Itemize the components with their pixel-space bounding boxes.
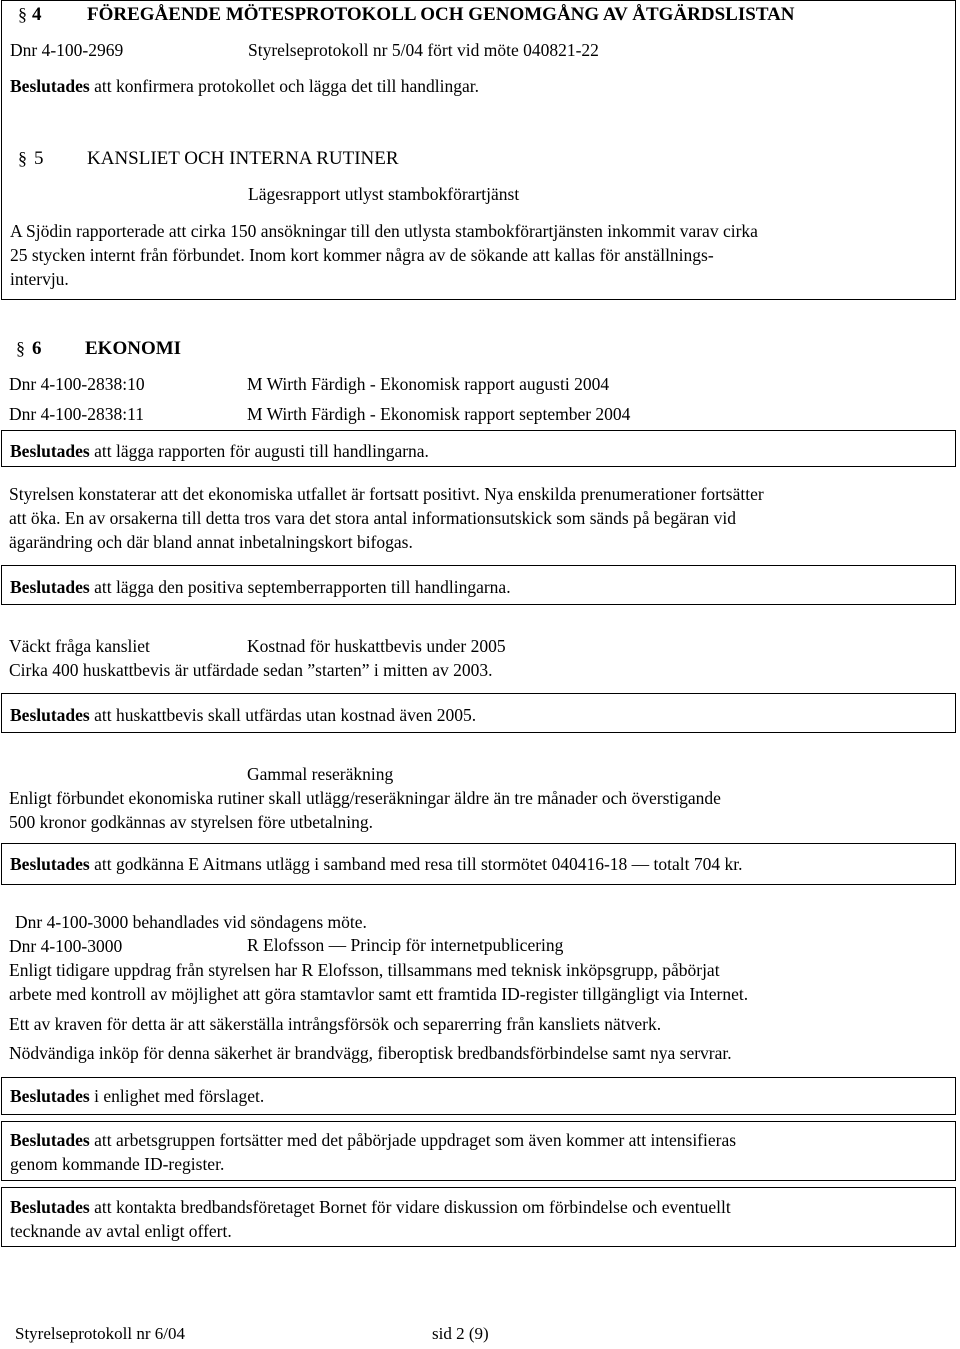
decision-1-text: Beslutades att lägga rapporten för augusti till handlingarna. [10, 441, 429, 461]
enligt-para-line-2: arbete med kontroll av möjlighet att göra stamtavlor samt ett framtida ID-register tillgängligt via Internet. [9, 984, 749, 1004]
decision-6-line-1: Beslutades att arbetsgruppen fortsätter med det påbörjade uppdraget som även kommer att intensifieras [10, 1130, 737, 1150]
ett-para: Ett av kraven för detta är att säkerställa intrångsförsök och separerring från kansliets nätverk. [9, 1014, 662, 1034]
section-6-number: 6 [32, 338, 42, 359]
styrelsen-para-line-2: att öka. En av orsakerna till detta tros vara det stora antal informationsutskick som sänds på begäran vid [9, 508, 737, 528]
enligt-para-line-1: Enligt tidigare uppdrag från styrelsen har R Elofsson, tillsammans med teknisk inköpsgrupp, påbörjat [9, 960, 720, 980]
styrelsen-para-line-3: ägarändring och där bland annat inbetalningskort bifogas. [9, 532, 413, 552]
section-5-number: 5 [34, 148, 44, 169]
decision-7-line-1: Beslutades att kontakta bredbandsföretaget Bornet för vidare diskussion om förbindelse och eventuellt [10, 1197, 731, 1217]
decision-box-4 [1, 843, 956, 885]
section-4-box [1, 0, 956, 104]
decision-box-3 [1, 693, 956, 733]
gammal-para-line-1: Enligt förbundet ekonomiska rutiner skall utlägg/reseräkningar äldre än tre månader och överstigande [9, 788, 721, 808]
decision-2-text: Beslutades att lägga den positiva septemberrapporten till handlingarna. [10, 577, 511, 597]
dnr-row-1-number: Dnr 4-100-2838:10 [9, 374, 145, 394]
footer-protocol: Styrelseprotokoll nr 6/04 [15, 1324, 185, 1343]
nodvandiga-para: Nödvändiga inköp för denna säkerhet är brandvägg, fiberoptisk bredbandsförbindelse samt nya servrar. [9, 1043, 732, 1063]
section-4-dnr: Dnr 4-100-2969 [10, 40, 124, 60]
vackt-desc: Kostnad för huskattbevis under 2005 [247, 636, 506, 656]
decision-3-text: Beslutades att huskattbevis skall utfärdas utan kostnad även 2005. [10, 705, 477, 725]
gammal-title: Gammal reseräkning [247, 764, 394, 784]
dnr3000-number: Dnr 4-100-3000 [9, 936, 123, 956]
decision-5-text: Beslutades i enlighet med förslaget. [10, 1086, 265, 1106]
styrelsen-para-line-1: Styrelsen konstaterar att det ekonomiska utfallet är fortsatt positivt. Nya enskilda prenumerationer fortsätter [9, 484, 764, 504]
decision-7-line-2: tecknande av avtal enligt offert. [10, 1221, 232, 1241]
section-6-symbol: § [16, 338, 25, 358]
section-4-symbol: § [18, 4, 27, 24]
section-5-box [1, 103, 956, 300]
decision-box-2 [1, 565, 956, 605]
section-4-number: 4 [32, 4, 42, 25]
section-5-subtitle: Lägesrapport utlyst stambokförartjänst [248, 184, 520, 204]
section-5-para-line-1: A Sjödin rapporterade att cirka 150 ansökningar till den utlysta stambokförartjänsten inkommit varav cirka [10, 221, 758, 241]
dnr3000-note: Dnr 4-100-3000 behandlades vid söndagens möte. [15, 912, 367, 932]
dnr-row-1-desc: M Wirth Färdigh - Ekonomisk rapport augusti 2004 [247, 374, 610, 394]
section-4-decision: Beslutades att konfirmera protokollet och lägga det till handlingar. [10, 76, 479, 96]
decision-6-line-2: genom kommande ID-register. [10, 1154, 225, 1174]
footer-page-number: sid 2 (9) [432, 1324, 489, 1343]
section-5-para-line-2: 25 stycken internt från förbundet. Inom kort kommer några av de sökande att kallas för anställnings- [10, 245, 714, 265]
decision-box-7 [1, 1187, 956, 1247]
section-5-symbol: § [18, 148, 27, 168]
section-4-desc: Styrelseprotokoll nr 5/04 fört vid möte 040821-22 [248, 40, 599, 60]
dnr-row-2-desc: M Wirth Färdigh - Ekonomisk rapport september 2004 [247, 404, 631, 424]
dnr-row-2-number: Dnr 4-100-2838:11 [9, 404, 144, 424]
vackt-label: Väckt fråga kansliet [9, 636, 150, 656]
section-5-title: KANSLIET OCH INTERNA RUTINER [87, 148, 399, 169]
gammal-para-line-2: 500 kronor godkännas av styrelsen före utbetalning. [9, 812, 374, 832]
cirka-line: Cirka 400 huskattbevis är utfärdade sedan ”starten” i mitten av 2003. [9, 660, 493, 680]
decision-box-6 [1, 1121, 956, 1181]
section-4-title: FÖREGÅENDE MÖTESPROTOKOLL OCH GENOMGÅNG AV ÅTGÄRDSLISTAN [87, 4, 795, 25]
decision-box-1 [1, 430, 956, 467]
decision-4-text: Beslutades att godkänna E Aitmans utlägg i samband med resa till stormötet 040416-18 — totalt 704 kr. [10, 854, 743, 874]
dnr3000-desc: R Elofsson — Princip för internetpublicering [247, 935, 564, 955]
section-5-para-line-3: intervju. [10, 269, 69, 289]
decision-box-5 [1, 1077, 956, 1115]
section-6-title: EKONOMI [85, 338, 182, 359]
